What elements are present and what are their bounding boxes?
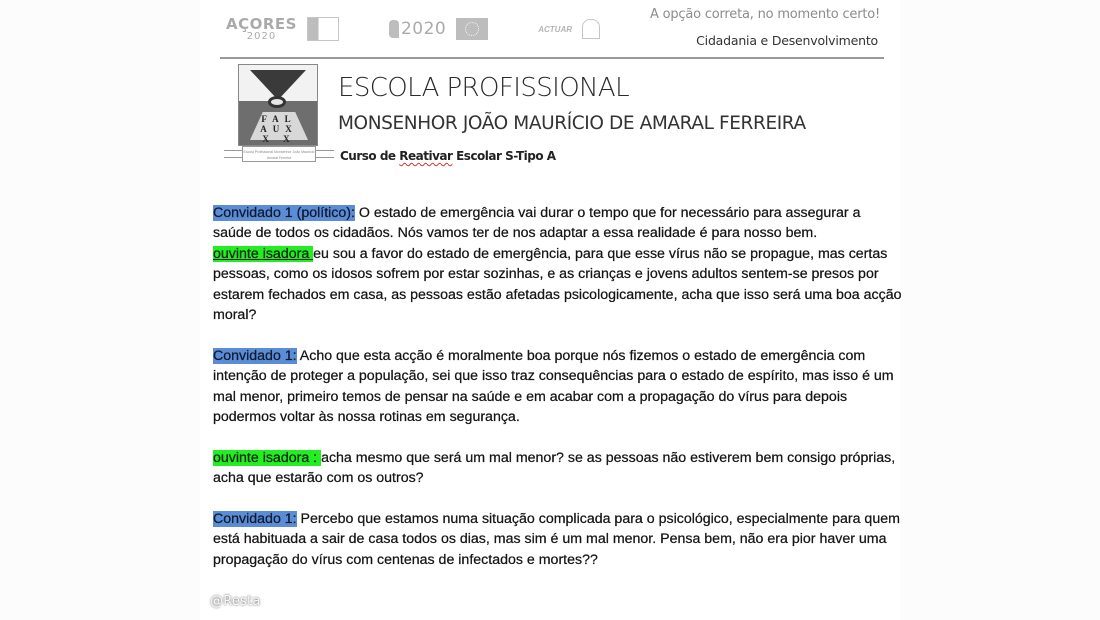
turn-text: acha mesmo que será um mal menor? se as pessoas não estiverem bem consigo próprias, acha que estarão com os outros? — [213, 449, 896, 487]
dialogue-turn — [213, 203, 903, 244]
dialogue-turn — [213, 346, 903, 428]
crest-ribbon: Escola Profissional Monsenhor João Maurício Amaral Ferreira — [242, 146, 316, 162]
turn-text: eu sou a favor do estado de emergência, para que esse vírus não se propague, mas certas pessoas, como os idosos sofrem por estar sozinhas, e as crianças e jovens adultos sentem-se presos por estarem fechados em casa, as pessoas estão afetadas psicologicamente, acha que isso será uma boa acção moral? — [213, 245, 902, 324]
dialogue-turn — [213, 244, 903, 326]
school-title: ESCOLA PROFISSIONAL — [338, 73, 629, 103]
header-divider — [220, 57, 884, 59]
document-page — [200, 0, 900, 620]
dialogue-transcript — [213, 203, 903, 570]
speaker-label: Convidado 1 (político): — [213, 205, 355, 221]
course-name: Curso de Reativar Escolar S-Tipo A — [340, 149, 556, 163]
school-name: MONSENHOR JOÃO MAURÍCIO DE AMARAL FERREIRA — [338, 113, 806, 134]
government-logo — [307, 17, 339, 41]
speaker-label: ouvinte isadora : — [213, 449, 322, 466]
speaker-label: Convidado 1: — [213, 347, 297, 364]
speaker-label: ouvinte isadora — [213, 245, 314, 262]
turn-text: O estado de emergência vai durar o tempo que for necessário para assegurar a saúde de todos os cidadãos. Nós vamos ter de nos adaptar a essa realidade é para nosso bem. — [213, 205, 861, 242]
actuar-logo: ACTUAR — [538, 24, 573, 34]
acores-2020-logo: AÇORES 2020 — [226, 14, 297, 42]
turn-text: Percebo que estamos numa situação complicada para o psicológico, especialmente para quem está habituada a sair de casa todos os dias, mas sim é um mal menor. Pensa bem, não era pior haver uma propagação do vírus com centenas de infectados e mortes?? — [213, 511, 900, 568]
government-logo-caption — [349, 26, 379, 31]
school-crest-logo — [224, 62, 334, 170]
speaker-label: Convidado 1: — [213, 511, 297, 528]
portugal-mark-icon — [389, 20, 399, 38]
dialogue-turn — [213, 509, 903, 570]
sponsor-logos — [226, 12, 600, 46]
watermark: @Resta — [210, 594, 261, 609]
header-subject: Cidadania e Desenvolvimento — [696, 33, 878, 48]
turn-text: Acho que esta acção é moralmente boa porque nós fizemos o estado de emergência com intenção de proteger a população, sei que isso traz consequências para o estado de espírito, mas isso é um mal menor, primeiro temos de pensar na saúde e em acabar com a propagação do vírus para depois podermos voltar às nossa rotinas em segurança. — [213, 347, 894, 426]
spellcheck-word: Reativar — [399, 149, 453, 163]
eu-flag-logo — [456, 18, 488, 40]
institution-logo — [582, 19, 600, 39]
crest-letters: FAL AUX X X — [260, 114, 298, 144]
dialogue-turn — [213, 448, 903, 489]
header-tagline: A opção correta, no momento certo! — [649, 7, 880, 22]
eu-logo-caption — [498, 26, 528, 31]
portugal-2020-logo: 2020 — [389, 19, 446, 39]
